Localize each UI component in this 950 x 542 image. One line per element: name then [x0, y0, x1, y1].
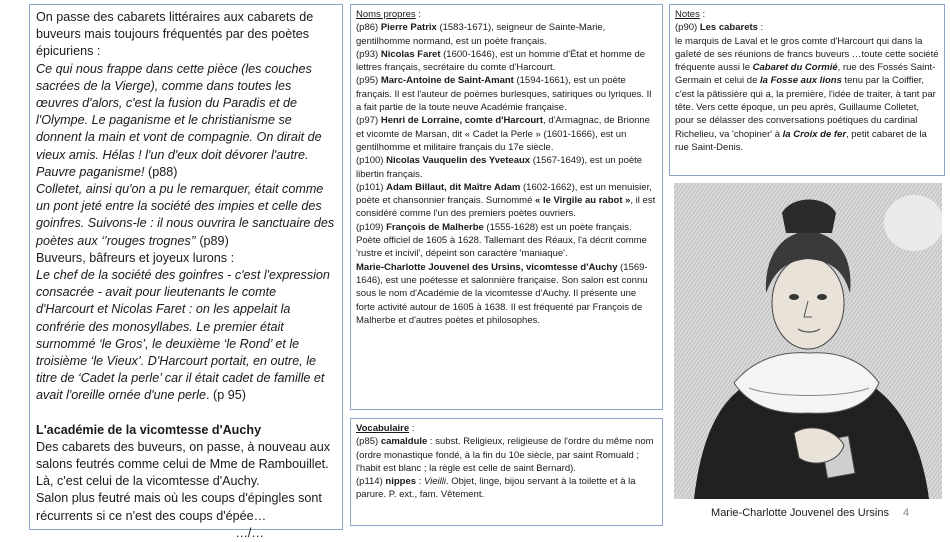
intro-paragraph: On passe des cabarets littéraires aux cabarets de buveurs mais toujours fréquentés par des poètes épicuriens :: [36, 10, 314, 59]
entry-yveteaux: (p100) Nicolas Vauquelin des Yveteaux (1567-1649), est un poète libertin français.: [356, 155, 643, 180]
main-text-panel: [29, 4, 343, 540]
buveurs-paragraph: Buveurs, bâfreurs et joyeux lurons :: [36, 250, 235, 265]
proper-names-panel: [350, 4, 663, 410]
quote-p88: [36, 61, 336, 181]
salon-paragraph-2: Salon plus feutré mais où les coups d'épingles sont récurrents si ce n'est des coups d'épée…: [36, 491, 322, 523]
salon-paragraph: Des cabarets des buveurs, on passe, à nouveau aux salons feutrés comme celui de Mme de Rambouillet. Là, c'est celui de la vicomtesse d'Auchy.: [36, 439, 331, 489]
quote-p95: [36, 267, 336, 405]
page-ref: (p88): [148, 164, 178, 179]
note-cabarets: (p90) Les cabarets :: [675, 22, 764, 34]
vocabulary-panel: [350, 418, 663, 526]
note-text: le marquis de Laval et le gros comte d'Harcourt qui dans la gaîeté de ses réunions de francs buveurs …toute cette société fréquente aussi le Cabaret du Cormié, rue des Fossés Saint-Germain et celui de la Fosse aux lions tenu par la Coiffier, c'est la pâtissière qui a, la première, l'idée de traiter, à tant par tête. Vers cette époque, un peu après, Guillaume Colletet, pour se délasser des conversations poétiques du cardinal Richelieu, va 'chopiner' à la Croix de fer, petit cabaret de la rue Saint-Denis.: [675, 35, 939, 153]
quote-text: Colletet, ainsi qu'on a pu le remarquer, était comme un pont jeté entre la société des impies et celle des goinfres. Suivons-le : il nous ouvrira le sanctuaire des poètes aux ‘’rouges trognes’’: [36, 182, 335, 248]
panel-title: Noms propres :: [356, 9, 421, 20]
page-number: 4: [903, 507, 910, 519]
page-ref: . (p 95): [206, 388, 246, 403]
entry-patrix: (p86) Pierre Patrix (1583-1671), seigneur de Sainte-Marie, gentilhomme normand, est un poète français.: [356, 22, 606, 47]
continuation-mark: …/…: [235, 525, 264, 540]
quote-p89: [36, 181, 336, 250]
entry-faret: (p93) Nicolas Faret (1600-1646), est un homme d'État et homme de lettres français, secrétaire du comte d'Harcourt.: [356, 48, 646, 74]
entry-auchy: Marie-Charlotte Jouvenel des Ursins, vicomtesse d'Auchy (1569-1646), est une poétesse et salonnière française. Son salon est connu sous le nom d'Académie de la vicomtesse d'Auchy. Il présente une forte activité autour de 1605 à 1638. Il est fréquenté par François de Malherbe et d'autres poètes et philosophes.: [356, 261, 648, 326]
panel-title: Vocabulaire :: [356, 423, 415, 434]
vocab-camaldule: (p85) camaldule : subst. Religieux, religieuse de l'ordre du même nom (ordre monastique fondé, à la fin du 10e siècle, par saint Romuald ; l'habit est blanc ; la règle est celle de saint Bernard).: [356, 436, 654, 474]
quote-text: Le chef de la société des goinfres - c'est l'expression consacrée - avait pour lieutenants le comte d'Harcourt et Nicolas Faret : on les appelait la confrérie des monosyllabes. Le premier était surnommé ‘le Gros’, le deuxième ‘le Rond’ et le troisième ‘le Vieux’. D'Harcourt portait, en outre, le titre de ‘Cadet la perle’ car il était cadet de famille et avait l'oreille ornée d'une perle: [36, 268, 330, 403]
panel-title: Notes :: [675, 9, 706, 20]
portrait-caption: Marie-Charlotte Jouvenel des Ursins: [711, 507, 889, 519]
notes-panel: [669, 4, 945, 176]
quote-text: Ce qui nous frappe dans cette pièce (les couches sacrées de la Vierge), comme dans toutes les œuvres d'alors, c'est la fusion du Paradis et de l'Olympe. Le paganisme et le christianisme se donnent la main et vont de compagnie. On dirait de vieux amis. Hélas ! l'un d'eux doit dévorer l'autre. Pauvre paganisme!: [36, 61, 322, 179]
entry-harcourt: (p97) Henri de Lorraine, comte d'Harcourt, d'Armagnac, de Brionne et vicomte de Marsan, dit « Cadet la Perle » (1601-1666), est un gentilhomme et militaire français du 17e siècle.: [356, 115, 650, 153]
page-ref: (p89): [199, 233, 229, 248]
portrait-engraving: [674, 183, 942, 499]
entry-malherbe: (p109) François de Malherbe (1555-1628) est un poète français. Poète officiel de 1605 à 1628. Tallemant des Réaux, l'a décrit comme 'rustre et incivil', dépeint son caractère 'maniaque'.: [356, 221, 647, 260]
section-heading: L'académie de la vicomtesse d'Auchy: [36, 422, 262, 437]
vocab-nippes: (p114) nippes : Vieilli. Objet, linge, bijou servant à la toilette et à la parure. P. ext., fam. Vêtement.: [356, 476, 636, 501]
entry-billaut: (p101) Adam Billaut, dit Maître Adam (1602-1662), est un menuisier, poète et chansonnier français. Surnommé « le Virgile au rabot », il est considéré comme l'un des premiers poètes ouvriers.: [356, 181, 656, 220]
entry-saint-amant: (p95) Marc-Antoine de Saint-Amant (1594-1661), est un poète français. Il est l'auteur de poèmes burlesques, satiriques ou lyriques. Il a fait partie de la toute neuve Académie française.: [356, 75, 652, 114]
